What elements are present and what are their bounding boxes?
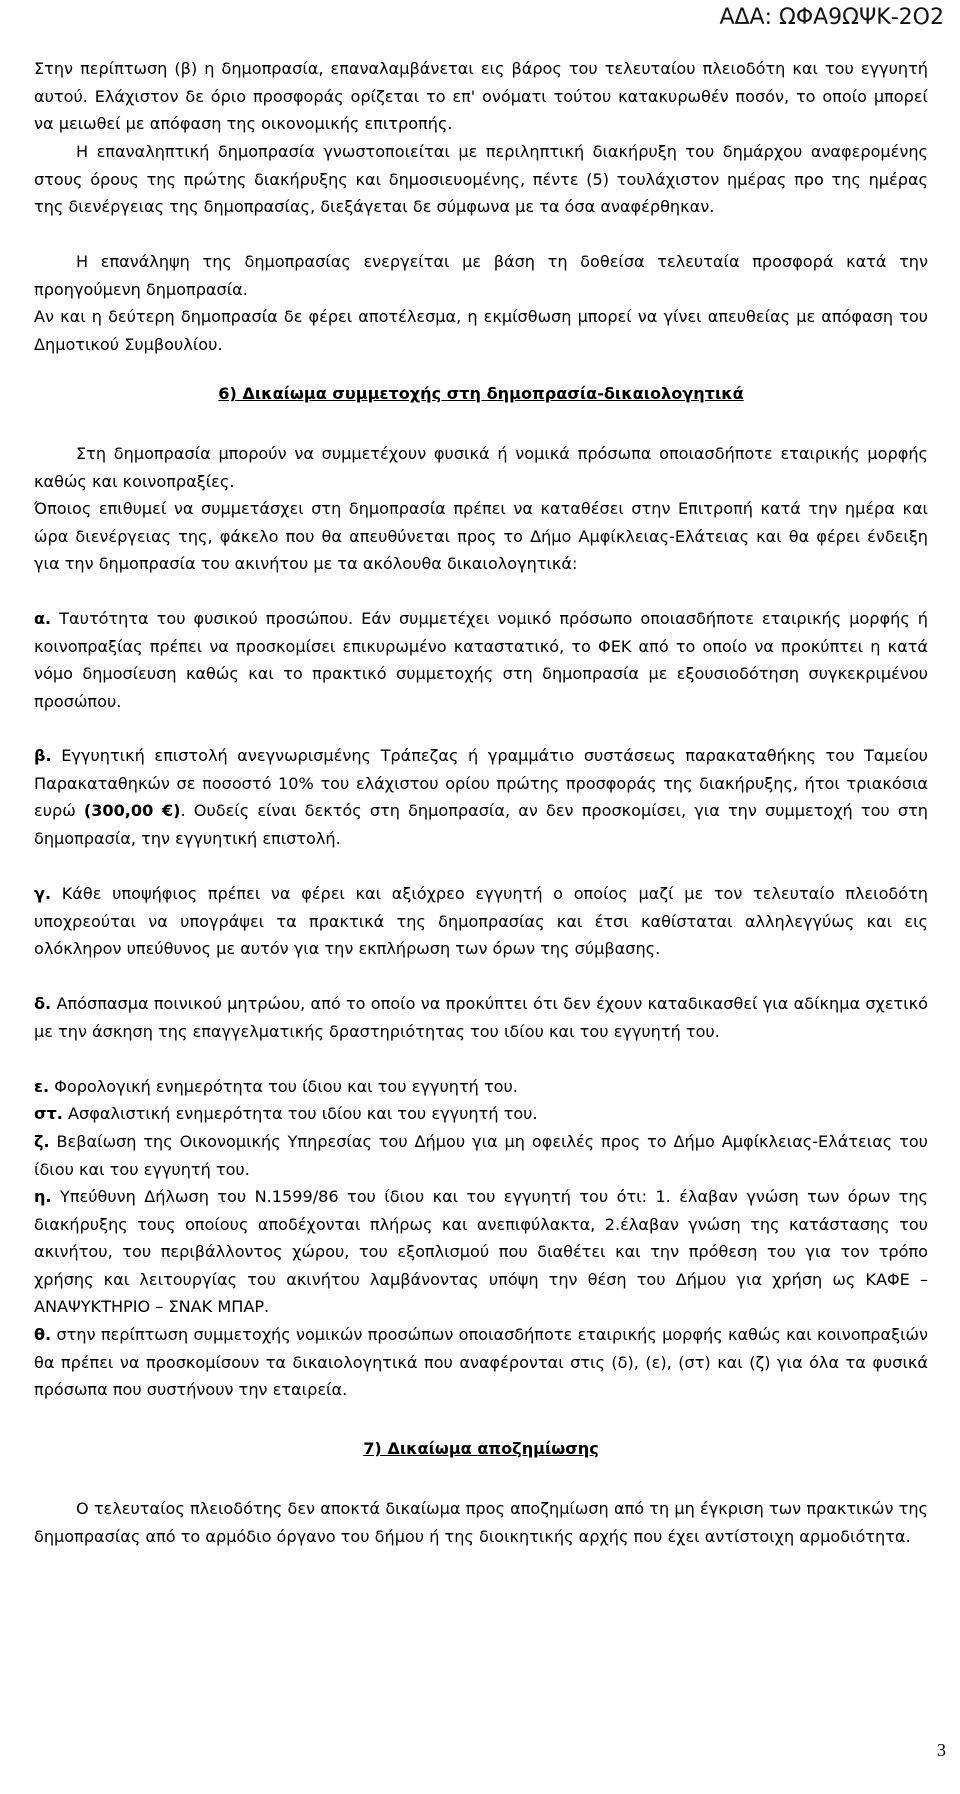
requirement-text-continued: . Ουδείς είναι δεκτός στη δημοπρασία, αν δεν προσκομίσει, για την συμμετοχή του στη δημοπρασία, την εγγυητική επιστολή. (34, 801, 928, 848)
requirement-th (34, 1321, 928, 1404)
requirement-marker: η. (34, 1187, 52, 1206)
section6-intro-participants: Στη δημοπρασία μπορούν να συμμετέχουν φυσικά ή νομικά πρόσωπα οποιασδήποτε εταιρικής μορφής καθώς και κοινοπραξίες. (34, 444, 928, 491)
requirement-marker: ε. (34, 1077, 50, 1096)
requirement-marker: α. (34, 609, 52, 628)
requirement-text: Υπεύθυνη Δήλωση του Ν.1599/86 του ίδιου και του εγγυητή του ότι: 1. έλαβαν γνώση των όρων της διακήρυξης τους οποίους αποδέχονται πλήρως και ανεπιφύλακτα, 2.έλαβαν γνώση της κατάστασης του ακινήτου, του περιβάλλοντος χώρου, του εξοπλισμού που διαθέτει και την πρόθεση του για τον τρόπο χρήσης και λειτουργίας του ακινήτου λαμβάνοντας υπόψη την θέση του Δήμου για χρήση ως ΚΑΦΕ – ΑΝΑΨΥΚΤΗΡΙΟ – ΣΝΑΚ ΜΠΑΡ. (34, 1187, 928, 1316)
paragraph-second-failure: Αν και η δεύτερη δημοπρασία δε φέρει αποτέλεσμα, η εκμίσθωση μπορεί να γίνει απευθείας με απόφαση του Δημοτικού Συμβουλίου. (34, 307, 928, 354)
requirement-text: Φορολογική ενημερότητα του ίδιου και του εγγυητή του. (49, 1077, 518, 1096)
requirement-text: Κάθε υποψήφιος πρέπει να φέρει και αξιόχρεο εγγυητή ο οποίος μαζί με τον τελευταίο πλειοδότη υποχρεούται να υπογράψει τα πρακτικά της δημοπρασίας και έτσι καθίσταται αλληλεγγύως και εις ολόκληρον υπεύθυνος με αυτόν για την εκπλήρωση των όρων της σύμβασης. (34, 884, 928, 958)
requirement-c (34, 880, 928, 963)
requirement-st (34, 1100, 928, 1128)
requirement-marker: ζ. (34, 1132, 50, 1151)
section6-intro-dossier: Όποιος επιθυμεί να συμμετάσχει στη δημοπρασία πρέπει να καταθέσει στην Επιτροπή κατά την ημέρα και ώρα διενέργειας της, φάκελο που θα απευθύνεται προς το Δήμο Αμφίκλειας-Ελάτειας και θα φέρει ένδειξη για την δημοπρασία του ακινήτου με τα ακόλουθα δικαιολογητικά: (34, 499, 928, 573)
requirement-text: Εγγυητική επιστολή ανεγνωρισμένης Τράπεζας ή γραμμάτιο συστάσεως παρακαταθήκης του Ταμείου Παρακαταθηκών σε ποσοστό 10% του ελάχιστου ορίου πρώτης προσφοράς της διακήρυξης, ήτοι τριακόσια ευρώ (34, 746, 928, 820)
requirement-text: στην περίπτωση συμμετοχής νομικών προσώπων οποιασδήποτε εταιρικής μορφής καθώς και κοινοπραξιών θα πρέπει να προσκομίσουν τα δικαιολογητικά που αναφέρονται στις (δ), (ε), (στ) και (ζ) για όλα τα φυσικά πρόσωπα που συστήνουν την εταιρεία. (34, 1325, 928, 1399)
requirement-text: Βεβαίωση της Οικονομικής Υπηρεσίας του Δήμου για μη οφειλές προς το Δήμο Αμφίκλειας-Ελάτειας του ίδιου και του εγγυητή του. (34, 1132, 928, 1179)
paragraph-repeat-auction: Στην περίπτωση (β) η δημοπρασία, επαναλαμβάνεται εις βάρος του τελευταίου πλειοδότη και του εγγυητή αυτού. Ελάχιστον δε όριο προσφοράς ορίζεται το επ' ονόματι τούτου κατακυρωθέν ποσόν, το οποίο μπορεί να μειωθεί με απόφαση της οικονομικής επιτροπής. (34, 59, 928, 133)
requirement-d (34, 990, 928, 1045)
paragraph-repeat-basis: Η επανάληψη της δημοπρασίας ενεργείται με βάση τη δοθείσα τελευταία προσφορά κατά την προηγούμενη δημοπρασία. (34, 252, 928, 299)
ada-header: ΑΔΑ: ΩΦΑ9ΩΨΚ-2Ο2 (719, 5, 944, 30)
requirement-marker: γ. (34, 884, 52, 903)
requirement-text: Απόσπασμα ποινικού μητρώου, από το οποίο να προκύπτει ότι δεν έχουν καταδικασθεί για αδίκημα σχετικό με την άσκηση της επαγγελματικής δραστηριότητας του ιδίου και του εγγυητή του. (34, 994, 928, 1041)
requirement-marker: θ. (34, 1325, 52, 1344)
requirement-text: Ταυτότητα του φυσικού προσώπου. Εάν συμμετέχει νομικό πρόσωπο οποιασδήποτε εταιρικής μορφής ή κοινοπραξίας πρέπει να προσκομίσει επικυρωμένο καταστατικό, το ΦΕΚ από το οποίο να προκύπτει η κατά νόμο δημοσίευση καθώς και το πρακτικό συμμετοχής στη δημοπρασία με εξουσιοδότηση συγκεκριμένου προσώπου. (34, 609, 928, 711)
section7-paragraph: Ο τελευταίος πλειοδότης δεν αποκτά δικαίωμα προς αποζημίωση από τη μη έγκριση των πρακτικών της δημοπρασίας από το αρμόδιο όργανο του δήμου ή της διοικητικής αρχής που έχει αντίστοιχη αρμοδιότητα. (34, 1499, 928, 1546)
paragraph-repeat-notice: Η επαναληπτική δημοπρασία γνωστοποιείται με περιληπτική διακήρυξη του δημάρχου αναφερομένης στους όρους της πρώτης διακήρυξης και δημοσιευομένης, πέντε (5) τουλάχιστον ημέρας προ της ημέρας της διενέργειας της δημοπρασίας, διεξάγεται δε σύμφωνα με τα όσα αναφέρθηκαν. (34, 142, 928, 216)
page-number: 3 (937, 1740, 946, 1760)
requirement-marker: δ. (34, 994, 52, 1013)
requirement-z (34, 1128, 928, 1183)
section7-heading: 7) Δικαίωμα αποζημίωσης (363, 1439, 599, 1458)
requirement-a (34, 605, 928, 715)
guarantee-amount: (300,00 €) (83, 801, 181, 820)
section6-heading: 6) Δικαίωμα συμμετοχής στη δημοπρασία-δικαιολογητικά (218, 384, 744, 403)
requirement-b (34, 742, 928, 852)
requirement-text: Ασφαλιστική ενημερότητα του ιδίου και του εγγυητή του. (62, 1104, 538, 1123)
requirement-marker: στ. (34, 1104, 63, 1123)
requirement-e (34, 1073, 928, 1101)
requirement-h (34, 1183, 928, 1321)
requirement-marker: β. (34, 746, 52, 765)
